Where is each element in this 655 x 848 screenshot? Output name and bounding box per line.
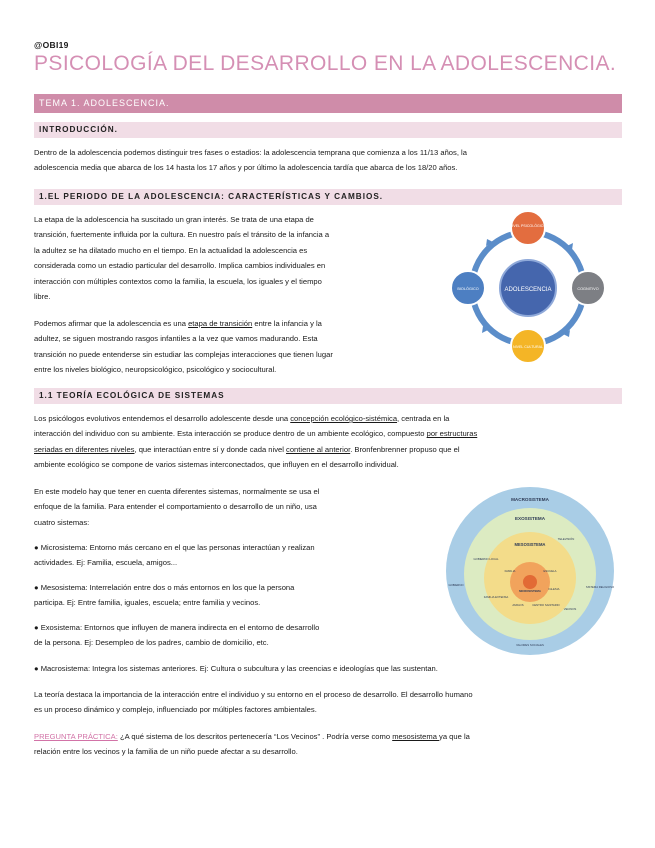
underlined-term: seriadas en diferentes niveles: [34, 444, 135, 454]
text-line: de la persona. Ej: Desempleo de los padres, cambio de domicilio, etc.: [34, 638, 269, 648]
text-line: [34, 426, 622, 441]
individual-core: [523, 575, 537, 589]
section1-heading: 1.EL PERIODO DE LA ADOLESCENCIA: CARACTERÍSTICAS Y CAMBIOS.: [34, 189, 622, 205]
text-line: adultez, se siguen mostrando rasgos infantiles a la vez que vamos madurando. Esta: [34, 334, 318, 344]
text-line: entre los niveles biológico, neuropsicológico, psicológico y sociocultural.: [34, 365, 277, 375]
underlined-term: mesosistema: [392, 732, 440, 741]
eco-gobierno-local: GOBIERNO LOCAL: [473, 557, 499, 561]
node-top: [511, 211, 545, 245]
text-span: ya que la: [439, 732, 470, 741]
adolescence-cycle-diagram: [442, 206, 614, 366]
micro-label: MICROSISTEMA: [519, 589, 541, 593]
text-line: es un proceso dinámico y complejo, influenciado por múltiples factores ambientales.: [34, 705, 317, 715]
intro-paragraph: [34, 145, 467, 176]
eco-familia: FAMILIA: [504, 569, 516, 573]
text-line: En este modelo hay que tener en cuenta diferentes sistemas, normalmente se usa el: [34, 487, 320, 496]
text-line: participa. Ej: Entre familia, iguales, escuela; entre familia y vecinos.: [34, 598, 261, 608]
text-line: [34, 316, 429, 331]
eco-religioso: SISTEMA RELIGIOSO: [585, 585, 615, 589]
eco-valores: VALORES SOCIALES: [516, 643, 544, 647]
practice-question: [34, 729, 622, 760]
underlined-term: concepción ecológico-sistémica: [290, 414, 398, 423]
underlined-term: contiene al anterior: [286, 444, 351, 454]
eco-centro-sanitario: CENTRO SANITARIO: [532, 603, 560, 607]
eco-gobierno: GOBIERNO: [448, 583, 464, 587]
text-line: [34, 411, 622, 426]
eco-familia-extensa: FAMILIA EXTENSA: [483, 595, 509, 599]
exosistema-item: [34, 620, 434, 651]
eco-vecinos: VECINOS: [563, 607, 577, 611]
text-line: relación entre los vecinos y la familia de un niño puede afectar a su desarrollo.: [34, 747, 298, 757]
text-line: ● Mesosistema: Interrelación entre dos o más entornos en los que la persona: [34, 583, 295, 592]
text-line: libre.: [34, 292, 51, 302]
text-span: Los psicólogos evolutivos entendemos el desarrollo adolescente desde una: [34, 414, 291, 423]
meso-label: MESOSISTEMA: [514, 542, 546, 547]
eco-television: TELEVISIÓN: [557, 537, 575, 541]
section1-paragraph-1: [34, 212, 429, 304]
macro-label: MACROSISTEMA: [511, 497, 549, 502]
eco-amigos: AMIGOS: [512, 603, 524, 607]
ecological-systems-diagram: [442, 486, 618, 656]
tema-heading: TEMA 1. ADOLESCENCIA.: [34, 94, 622, 113]
text-line: transición no puede entenderse sin estudiar las complejas interacciones que tienen lugar: [34, 349, 333, 359]
intro-heading: INTRODUCCIÓN.: [34, 122, 622, 138]
theory-paragraph: [34, 687, 622, 718]
text-line: La teoría destaca la importancia de la interacción entre el individuo y su entorno en el proceso de desarrollo. El desarrollo humano: [34, 690, 473, 699]
node-top-label: NIVEL PSICOLÓGICO: [509, 224, 547, 228]
text-line: [34, 442, 622, 457]
mesosistema-item: [34, 580, 434, 611]
section11-paragraph-1: [34, 411, 622, 473]
text-span: ¿A qué sistema de los descritos pertenecería “Los Vecinos” . Podría verse como: [117, 732, 393, 741]
model-paragraph: [34, 484, 429, 530]
question-label: PREGUNTA PRÁCTICA:: [34, 732, 118, 741]
text-line: actividades. Ej: Familia, escuela, amigos...: [34, 558, 178, 568]
node-right-label: COGNITIVO: [577, 287, 599, 291]
text-line: ● Exosistema: Entornos que influyen de manera indirecta en el entorno de desarrollo: [34, 623, 320, 632]
author-handle: @OBI19: [34, 40, 69, 50]
center-label: ADOLESCENCIA: [504, 287, 552, 293]
underlined-term: por estructuras: [426, 429, 478, 439]
section11-heading: 1.1 TEORÍA ECOLÓGICA DE SISTEMAS: [34, 388, 622, 404]
text-line: ● Macrosistema: Integra los sistemas anteriores. Ej: Cultura o subcultura y las creencias e ideologías que las sustentan.: [34, 664, 438, 673]
text-line: enfoque de la familia. Para entender el comportamiento o desarrollo de un niño, usa: [34, 502, 317, 512]
intro-line: Dentro de la adolescencia podemos distinguir tres fases o estadios: la adolescencia temprana que comienza a los 11/13 años, la: [34, 148, 467, 157]
text-line: considerada como un estadio particular del desarrollo. Implica cambios individuales en: [34, 261, 326, 271]
text-line: transición, fuertemente influida por la cultura. En nuestro país el tránsito de la infancia a: [34, 230, 330, 240]
text-span: , centrada en la: [397, 414, 450, 423]
text-span: Podemos afirmar que la adolescencia es una: [34, 319, 189, 328]
text-line: la adultez se ha dilatado mucho en el tiempo. En la actualidad la adolescencia es: [34, 245, 308, 255]
document-title: PSICOLOGÍA DEL DESARROLLO EN LA ADOLESCENCIA.: [34, 52, 617, 75]
text-line: interacción con múltiples contextos como la familia, la escuela, los iguales y el tiempo: [34, 276, 322, 286]
eco-iglesia: IGLESIA: [548, 587, 560, 591]
node-left-label: BIOLÓGICO: [457, 287, 479, 291]
exo-label: EXOSISTEMA: [514, 516, 546, 521]
text-span: interacción del individuo con su ambiente. Esta interacción se produce dentro de un ambiente ecológico, compuesto: [34, 429, 427, 439]
node-bottom-label: NIVEL CULTURAL: [513, 345, 543, 349]
text-span: , que interactúan entre sí y donde cada nivel: [134, 444, 287, 454]
text-line: cuatro sistemas:: [34, 517, 90, 527]
macrosistema-item: [34, 661, 622, 676]
intro-line: adolescencia media que abarca de los 14 hasta los 17 años y por último la adolescencia tardía que abarca de los 18/20 años.: [34, 163, 458, 173]
underlined-term: etapa de transición: [188, 319, 253, 328]
eco-escuela: ESCUELA: [543, 569, 557, 573]
text-line: ambiente ecológico se compone de varios sistemas interconectados, que influyen en el desarrollo individual.: [34, 460, 399, 470]
text-span: entre la infancia y la: [252, 319, 322, 328]
microsistema-item: [34, 540, 434, 571]
text-line: La etapa de la adolescencia ha suscitado un gran interés. Se trata de una etapa de: [34, 215, 314, 224]
text-line: [34, 729, 622, 744]
text-line: ● Microsistema: Entorno más cercano en el que las personas interactúan y realizan: [34, 543, 315, 552]
section1-paragraph-2: [34, 316, 429, 378]
text-span: . Bronfenbrenner propuso que el: [350, 444, 460, 454]
